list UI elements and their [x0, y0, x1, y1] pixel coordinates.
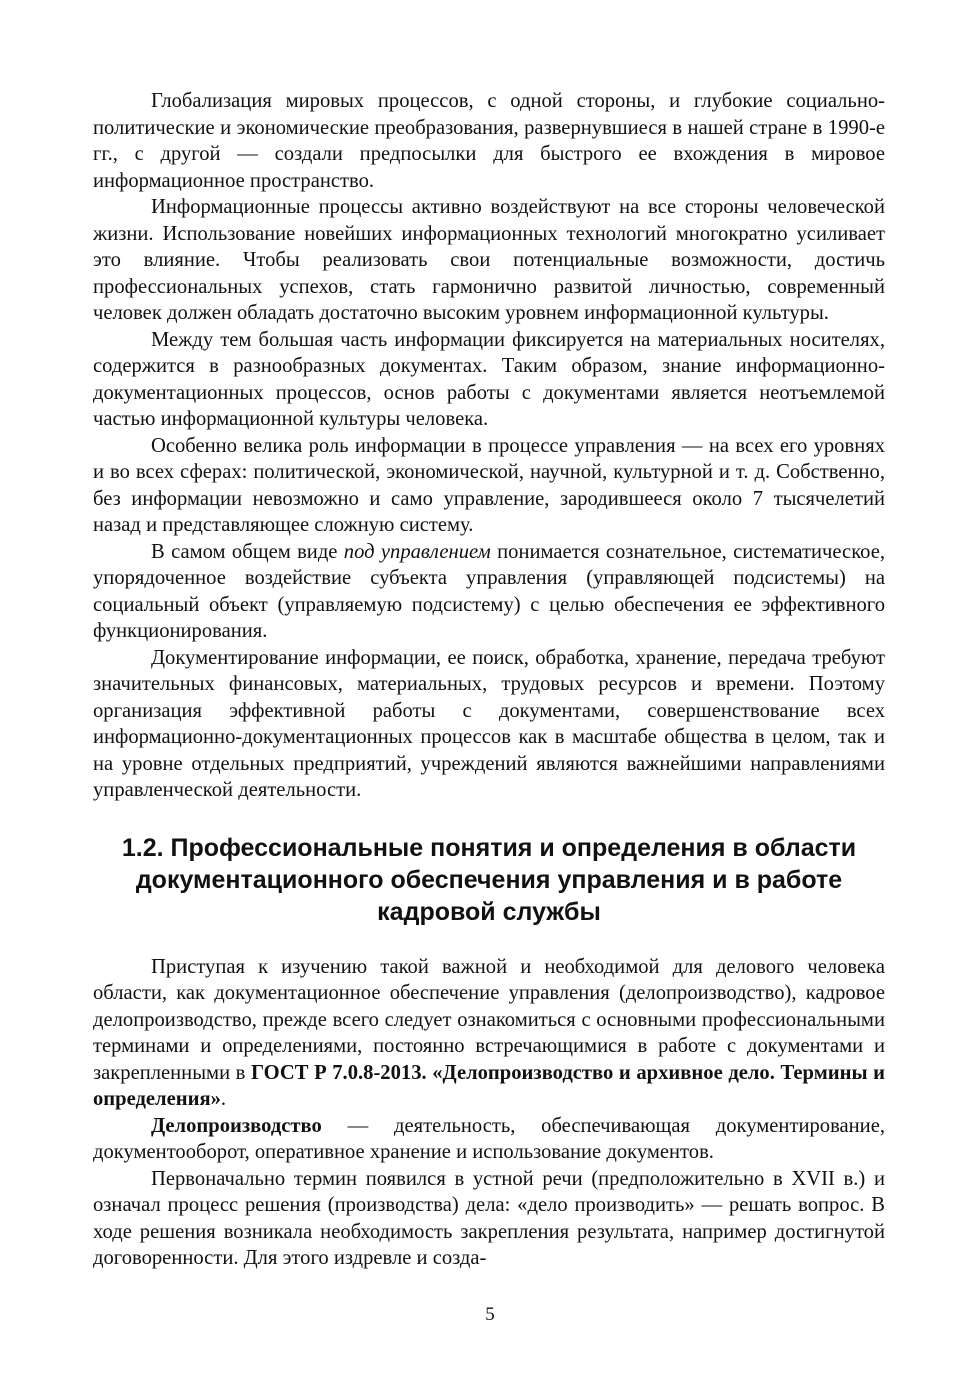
paragraph-gost-intro — [93, 954, 885, 1113]
heading-line: документационного обеспечения управления и в работе — [135, 865, 843, 894]
section-heading — [93, 832, 885, 928]
paragraph-term-origin: Первоначально термин появился в устной речи (предположительно в XVII в.) и означал процесс решения (производства) дела: «дело производить» — решать вопрос. В ходе решения возникала необходимость закрепления результата, например достигнутой договоренности. Для этого издревле и созда- — [93, 1167, 885, 1269]
heading-line: кадровой службы — [377, 897, 601, 926]
paragraph-management-definition — [93, 539, 885, 645]
paragraph-management-role: Особенно велика роль информации в процессе управления — на всех его уровнях и во всех сферах: политической, экономической, научной, культурной и т. д. Собственно, без информации невозможно и само управление, зародившееся около 7 тысячелетий назад и представляющее сложную систему. — [93, 434, 885, 536]
page-number: 5 — [485, 1304, 495, 1325]
text-run: — деятельность, обеспечивающая документирование, документооборот, оперативное хранение и использование документов. — [93, 1114, 885, 1163]
paragraph-term-definition — [93, 1113, 885, 1166]
paragraph-documentation-costs: Документирование информации, ее поиск, обработка, хранение, передача требуют значительных финансовых, материальных, трудовых ресурсов и времени. Поэтому организация эффективной работы с документами, совершенствование всех информационно-документационных процессов как в масштабе общества в целом, так и на уровне отдельных предприятий, учреждений являются важнейшими направлениями управленческой деятельности. — [93, 646, 885, 801]
heading-line: 1.2. Профессиональные понятия и определения в области — [121, 833, 857, 862]
text-run: . — [220, 1088, 227, 1110]
text-run: понимается сознательное, систематическое, упорядоченное воздействие субъекта управления (управляющей подсистемы) на социальный объект (управляемую подсистему) с целью обеспечения ее эффективного функционирования. — [93, 540, 885, 642]
page-body — [93, 88, 885, 1272]
paragraph-material-carriers: Между тем большая часть информации фиксируется на материальных носителях, содержится в разнообразных документах. Таким образом, знание информационно-документационных процессов, основ работы с документами является неотъемлемой частью информационной культуры человека. — [93, 328, 885, 430]
paragraph-globalization: Глобализация мировых процессов, с одной стороны, и глубокие социально-политические и экономические преобразования, развернувшиеся в нашей стране в 1990-е гг., с другой — создали предпосылки для быстрого ее вхождения в мировое информационное пространство. — [93, 90, 885, 192]
bold-standard-reference: ГОСТ Р 7.0.8-2013. «Делопроизводство и архивное дело. Термины и определения» — [93, 1061, 886, 1110]
italic-term: под управлением — [343, 540, 491, 563]
text-run: В самом общем виде — [151, 540, 344, 563]
bold-term: Делопроизводство — [151, 1114, 322, 1137]
paragraph-information-processes: Информационные процессы активно воздействуют на все стороны человеческой жизни. Использование новейших информационных технологий многократно усиливает это влияние. Чтобы реализовать свои потенциальные возможности, достичь профессиональных успехов, стать гармонично развитой личностью, современный человек должен обладать достаточно высоким уровнем информационной культуры. — [93, 196, 885, 324]
text-run: Приступая к изучению такой важной и необходимой для делового человека области, как документационное обеспечение управления (делопроизводство), кадровое делопроизводство, прежде всего следует ознакомиться с основными профессиональными терминами и определениями, постоянно встречающимися в работе с документами и закрепленными в — [93, 955, 885, 1084]
